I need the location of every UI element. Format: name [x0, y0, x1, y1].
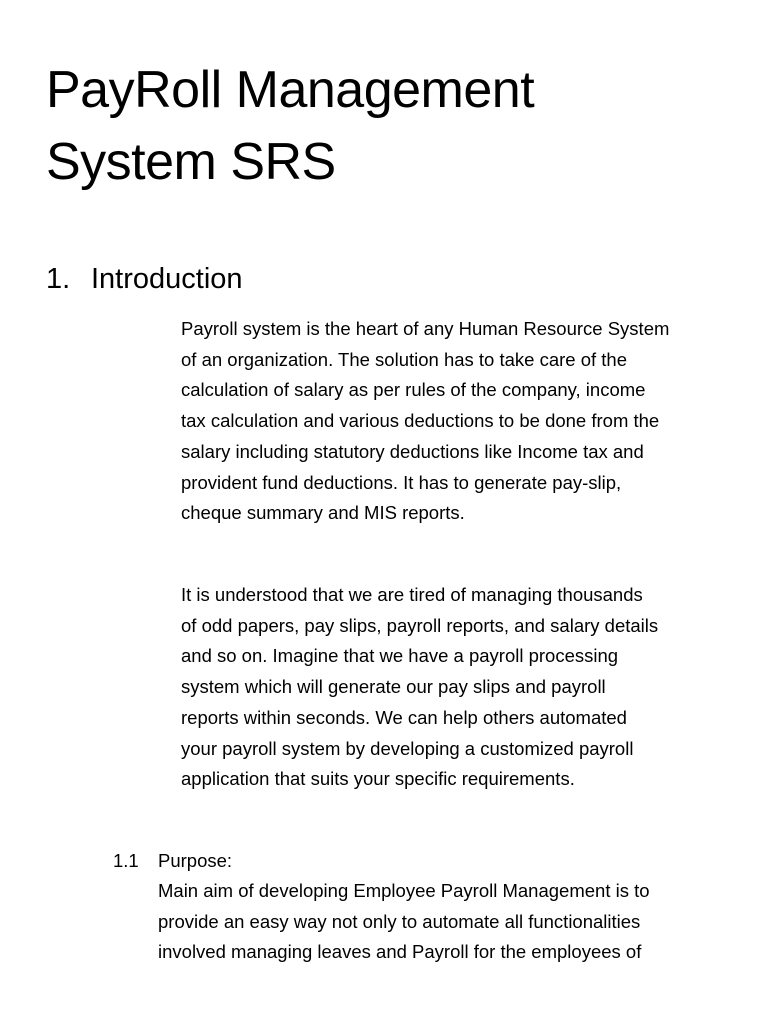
text-line: calculation of salary as per rules of the company, income: [181, 379, 646, 401]
text-line: system which will generate our pay slips and payroll: [181, 676, 606, 698]
intro-paragraph-2: [181, 580, 761, 795]
title-line: PayRoll Management: [46, 61, 535, 119]
subsection-number: 1.1: [113, 850, 139, 871]
section-heading-introduction: [46, 259, 243, 299]
text-line: your payroll system by developing a customized payroll: [181, 737, 634, 759]
title-line: System SRS: [46, 133, 336, 191]
text-line: salary including statutory deductions like Income tax and: [181, 440, 644, 462]
subsection-title: Purpose:: [158, 850, 233, 871]
text-line: provident fund deductions. It has to generate pay-slip,: [181, 471, 622, 493]
text-line: of odd papers, pay slips, payroll reports, and salary details: [181, 614, 659, 636]
text-line: of an organization. The solution has to take care of the: [181, 348, 628, 370]
text-line: It is understood that we are tired of managing thousands: [181, 584, 643, 605]
document-title: [46, 54, 726, 198]
text-line: provide an easy way not only to automate all functionalities: [158, 910, 641, 932]
text-line: tax calculation and various deductions to be done from the: [181, 410, 660, 432]
intro-paragraph-1: [181, 314, 761, 529]
text-line: reports within seconds. We can help others automated: [181, 706, 627, 728]
purpose-paragraph: [158, 876, 758, 968]
subsection-heading-purpose: [113, 846, 232, 877]
text-line: Payroll system is the heart of any Human Resource System: [181, 318, 670, 339]
section-title: Introduction: [91, 263, 243, 295]
text-line: and so on. Imagine that we have a payroll processing: [181, 645, 619, 667]
text-line: involved managing leaves and Payroll for the employees of: [158, 941, 642, 963]
text-line: cheque summary and MIS reports.: [181, 502, 465, 524]
text-line: application that suits your specific requirements.: [181, 768, 575, 790]
section-number: 1.: [46, 263, 71, 295]
text-line: Main aim of developing Employee Payroll Management is to: [158, 880, 650, 901]
